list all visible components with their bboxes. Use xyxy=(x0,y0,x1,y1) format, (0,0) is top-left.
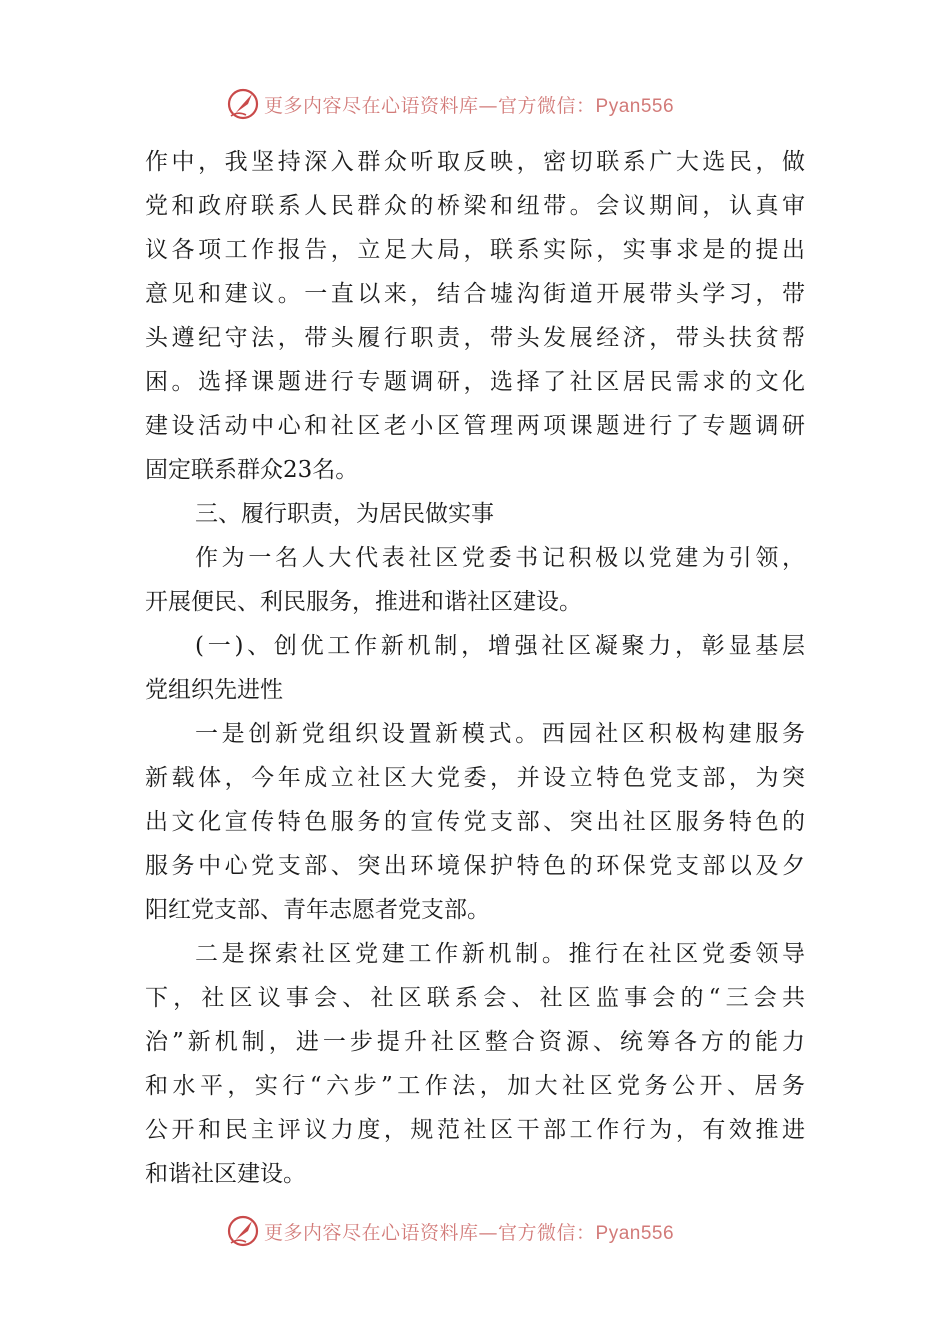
quill-logo-icon xyxy=(226,1214,260,1248)
body-line: 出文化宣传特色服务的宣传党支部、突出社区服务特色的 xyxy=(145,809,805,835)
body-line: 和谐社区建设。 xyxy=(145,1161,306,1187)
body-line: 和水平，实行“六步”工作法，加大社区党务公开、居务 xyxy=(145,1073,805,1099)
watermark-wechat-id: Pyan556 xyxy=(595,1222,675,1244)
watermark-text: 更多内容尽在心语资料库—官方微信：Pyan556 xyxy=(264,94,675,117)
body-line: 作中，我坚持深入群众听取反映，密切联系广大选民，做 xyxy=(145,149,805,175)
body-line: 下，社区议事会、社区联系会、社区监事会的“三会共 xyxy=(145,985,805,1011)
body-line: 新载体，今年成立社区大党委，并设立特色党支部，为突 xyxy=(145,765,805,791)
watermark-text: 更多内容尽在心语资料库—官方微信：Pyan556 xyxy=(264,1221,675,1244)
body-line: 公开和民主评议力度，规范社区干部工作行为，有效推进 xyxy=(145,1117,805,1143)
body-line: 困。选择课题进行专题调研，选择了社区居民需求的文化 xyxy=(145,369,805,395)
body-line: 党和政府联系人民群众的桥梁和纽带。会议期间，认真审 xyxy=(145,193,805,219)
body-line: 二是探索社区党建工作新机制。推行在社区党委领导 xyxy=(195,941,805,967)
body-line: 建设活动中心和社区老小区管理两项课题进行了专题调研 xyxy=(145,413,805,439)
body-line: 一是创新党组织设置新模式。西园社区积极构建服务 xyxy=(195,721,805,747)
body-line: 固定联系群众23名。 xyxy=(145,457,359,483)
section-heading: 三、履行职责，为居民做实事 xyxy=(195,501,494,527)
body-line: 阳红党支部、青年志愿者党支部。 xyxy=(145,897,490,923)
body-line: 议各项工作报告，立足大局，联系实际，实事求是的提出 xyxy=(145,237,805,263)
subsection-heading: (一)、创优工作新机制，增强社区凝聚力，彰显基层 xyxy=(195,633,805,659)
watermark-wechat-id: Pyan556 xyxy=(595,95,675,117)
body-line: 头遵纪守法，带头履行职责，带头发展经济，带头扶贫帮 xyxy=(145,325,805,351)
subsection-heading: 党组织先进性 xyxy=(145,677,283,703)
body-line: 开展便民、利民服务，推进和谐社区建设。 xyxy=(145,589,582,615)
document-body xyxy=(145,140,805,1196)
body-line: 作为一名人大代表社区党委书记积极以党建为引领， xyxy=(195,545,805,571)
body-line: 意见和建议。一直以来，结合墟沟街道开展带头学习，带 xyxy=(145,281,805,307)
body-line: 服务中心党支部、突出环境保护特色的环保党支部以及夕 xyxy=(145,853,805,879)
footer-watermark xyxy=(226,1214,674,1248)
body-line: 治”新机制，进一步提升社区整合资源、统筹各方的能力 xyxy=(145,1029,805,1055)
quill-logo-icon xyxy=(226,87,260,121)
header-watermark xyxy=(226,87,674,121)
